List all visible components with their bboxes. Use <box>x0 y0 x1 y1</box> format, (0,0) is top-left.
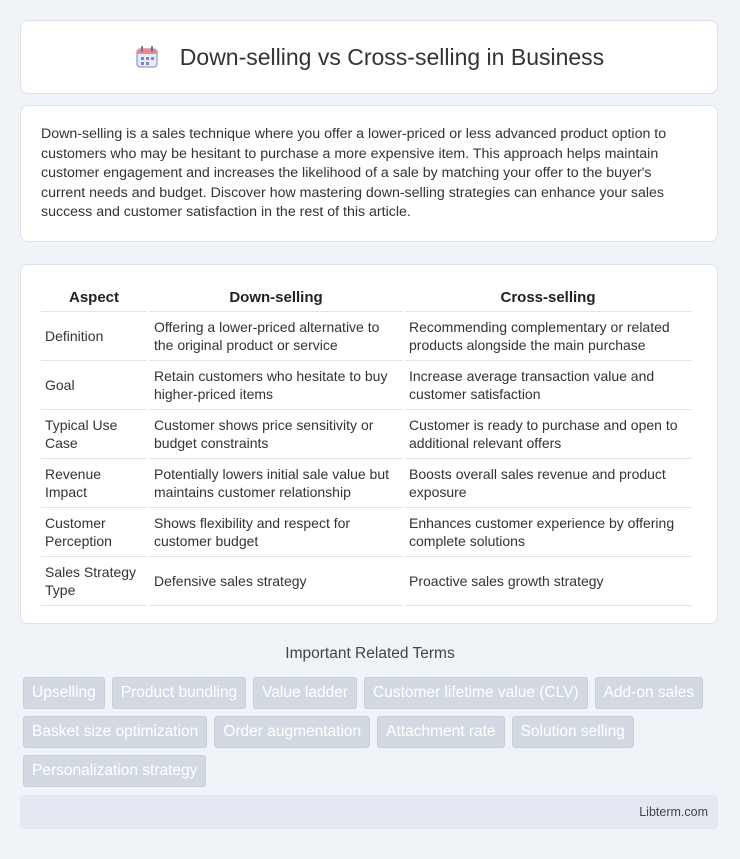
related-term-tag[interactable]: Add-on sales <box>595 677 703 709</box>
related-term-tag[interactable]: Personalization strategy <box>23 755 206 787</box>
row-down-selling: Defensive sales strategy <box>150 557 402 606</box>
footer-site-link[interactable]: Libterm.com <box>639 805 708 819</box>
title-card <box>20 20 718 94</box>
related-term-tag[interactable]: Value ladder <box>253 677 357 709</box>
comparison-table <box>38 283 694 606</box>
table-row <box>41 508 691 557</box>
related-term-tag[interactable]: Customer lifetime value (CLV) <box>364 677 588 709</box>
row-aspect: Revenue Impact <box>41 459 147 508</box>
related-term-tag[interactable]: Basket size optimization <box>23 716 207 748</box>
related-term-tag[interactable]: Product bundling <box>112 677 246 709</box>
column-header-aspect: Aspect <box>41 283 147 312</box>
calendar-icon <box>134 44 160 70</box>
row-cross-selling: Boosts overall sales revenue and product exposure <box>405 459 691 508</box>
related-term-tag[interactable]: Upselling <box>23 677 105 709</box>
related-terms-title: Important Related Terms <box>285 645 455 662</box>
column-header-down-selling: Down-selling <box>150 283 402 312</box>
row-down-selling: Customer shows price sensitivity or budget constraints <box>150 410 402 459</box>
footer <box>20 795 718 829</box>
table-row <box>41 459 691 508</box>
table-header-row <box>41 283 691 312</box>
comparison-card <box>20 264 718 624</box>
table-row <box>41 361 691 410</box>
row-aspect: Customer Perception <box>41 508 147 557</box>
table-row <box>41 557 691 606</box>
row-down-selling: Retain customers who hesitate to buy higher-priced items <box>150 361 402 410</box>
table-row <box>41 312 691 361</box>
row-aspect: Sales Strategy Type <box>41 557 147 606</box>
related-terms-list <box>23 677 723 794</box>
row-aspect: Typical Use Case <box>41 410 147 459</box>
row-down-selling: Potentially lowers initial sale value but maintains customer relationship <box>150 459 402 508</box>
row-aspect: Definition <box>41 312 147 361</box>
intro-paragraph: Down-selling is a sales technique where you offer a lower-priced or less advanced product option to customers who may be hesitant to purchase a more expensive item. This approach helps maintain customer engagement and increases the likelihood of a sale by matching your offer to the buyer's current needs and budget. Discover how mastering down-selling strategies can enhance your sales success and customer satisfaction in the rest of this article. <box>41 126 667 220</box>
row-cross-selling: Increase average transaction value and customer satisfaction <box>405 361 691 410</box>
intro-card <box>20 105 718 242</box>
row-cross-selling: Customer is ready to purchase and open to additional relevant offers <box>405 410 691 459</box>
row-cross-selling: Enhances customer experience by offering complete solutions <box>405 508 691 557</box>
table-row <box>41 410 691 459</box>
row-cross-selling: Recommending complementary or related products alongside the main purchase <box>405 312 691 361</box>
related-term-tag[interactable]: Attachment rate <box>377 716 504 748</box>
column-header-cross-selling: Cross-selling <box>405 283 691 312</box>
page-title: Down-selling vs Cross-selling in Business <box>179 43 605 70</box>
row-aspect: Goal <box>41 361 147 410</box>
related-term-tag[interactable]: Solution selling <box>512 716 634 748</box>
row-down-selling: Offering a lower-priced alternative to the original product or service <box>150 312 402 361</box>
related-term-tag[interactable]: Order augmentation <box>214 716 370 748</box>
row-down-selling: Shows flexibility and respect for customer budget <box>150 508 402 557</box>
row-cross-selling: Proactive sales growth strategy <box>405 557 691 606</box>
